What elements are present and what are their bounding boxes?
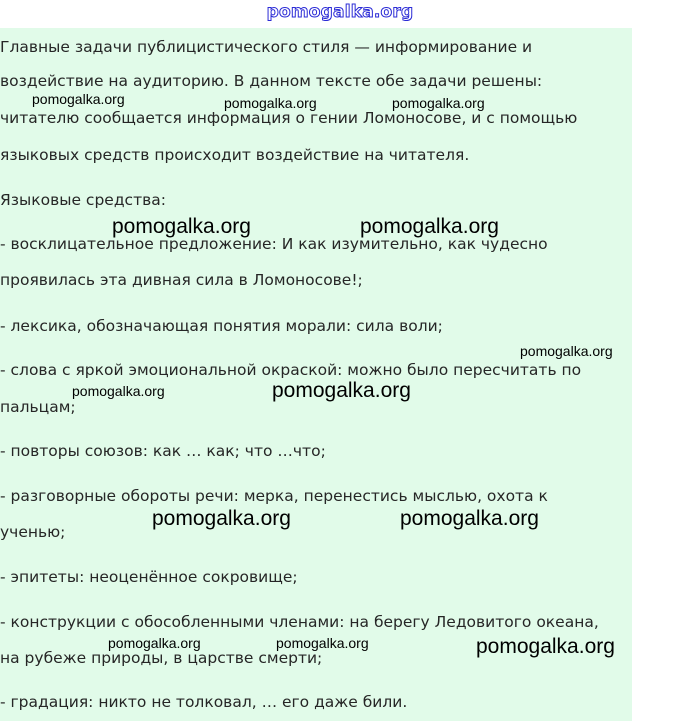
text-line-2: воздействие на аудиторию. В данном тексте обе задачи решены: xyxy=(0,72,543,90)
text-line-13: ученью; xyxy=(0,523,66,541)
text-line-12: - разговорные обороты речи: мерка, перенестись мыслью, охота к xyxy=(0,487,548,505)
watermark: pomogalka.org xyxy=(272,379,411,402)
text-line-1: Главные задачи публицистического стиля — информирование и xyxy=(0,38,533,56)
watermark: pomogalka.org xyxy=(392,95,485,111)
text-line-7: проявилась эта дивная сила в Ломоносове!; xyxy=(0,271,363,289)
watermark: pomogalka.org xyxy=(400,507,539,530)
watermark: pomogalka.org xyxy=(112,215,251,238)
text-line-15: - конструкции с обособленными членами: на берегу Ледовитого океана, xyxy=(0,613,599,631)
text-line-16: на рубеже природы, в царстве смерти; xyxy=(0,649,323,667)
text-line-9: - слова с яркой эмоциональной окраской: можно было пересчитать по xyxy=(0,361,582,379)
watermark: pomogalka.org xyxy=(520,343,613,359)
text-line-17: - градация: никто не толковал, … его даже били. xyxy=(0,693,408,711)
site-logo[interactable]: pomogalka.org xyxy=(266,2,414,22)
text-line-14: - эпитеты: неоценённое сокровище; xyxy=(0,568,298,586)
watermark: pomogalka.org xyxy=(276,635,369,651)
text-line-4: языковых средств происходит воздействие на читателя. xyxy=(0,146,470,164)
watermark: pomogalka.org xyxy=(224,95,317,111)
text-line-3: читателю сообщается информация о гении Ломоносове, и с помощью xyxy=(0,109,578,127)
watermark: pomogalka.org xyxy=(152,507,291,530)
text-line-11: - повторы союзов: как … как; что …что; xyxy=(0,442,326,460)
text-line-10: пальцам; xyxy=(0,398,76,416)
watermark: pomogalka.org xyxy=(72,383,165,399)
text-line-5: Языковые средства: xyxy=(0,191,166,209)
text-line-8: - лексика, обозначающая понятия морали: сила воли; xyxy=(0,317,443,335)
text-line-6: - восклицательное предложение: И как изумительно, как чудесно xyxy=(0,235,548,253)
watermark: pomogalka.org xyxy=(32,91,125,107)
watermark: pomogalka.org xyxy=(360,215,499,238)
watermark: pomogalka.org xyxy=(108,635,201,651)
watermark: pomogalka.org xyxy=(476,635,615,658)
